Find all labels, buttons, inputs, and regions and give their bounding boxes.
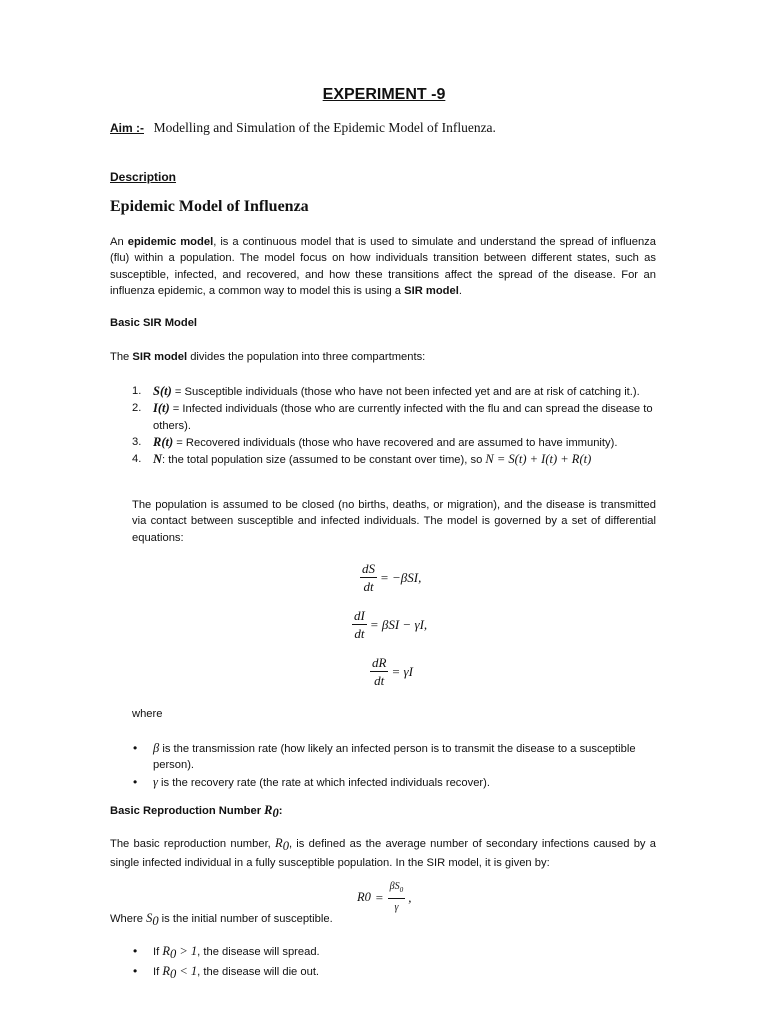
list-item: 3. R(t) = Recovered individuals (those who have recovered and are assumed to have immunity). — [132, 434, 618, 449]
aim-label: Aim :- — [110, 121, 144, 135]
list-item: • γ is the recovery rate (the rate at which infected individuals recover). — [133, 774, 490, 789]
aim-line — [110, 120, 496, 136]
list-item: • If $R_0 < 1$, the disease will die out. — [133, 963, 320, 981]
intro-paragraph: An epidemic model, is a continuous model that is used to simulate and understand the spread of influenza (flu) within a population. The model focus on how individuals transition between different states, such as susceptible, infected, and recovered, and how these transitions affect the spread of the disease. For an influenza epidemic, a common way to model this is using a SIR model. — [110, 236, 657, 297]
compartment-list — [132, 383, 662, 468]
where-label: where — [132, 708, 163, 720]
sir-intro-paragraph: The SIR model divides the population into three compartments: — [110, 351, 426, 363]
condition-list — [132, 943, 652, 982]
description-heading: Description — [110, 170, 177, 184]
closed-population-paragraph: The population is assumed to be closed (no births, deaths, or migration), and the disease is transmitted via contact between susceptible and infected individuals. The model is governed by a set of differential equations: — [132, 499, 656, 544]
r0-paragraph: The basic reproduction number, $R_0$, is defined as the average number of secondary infections caused by a single infected individual in a fully susceptible population. In the SIR model, it is given by: — [110, 836, 656, 869]
page-title: EXPERIMENT -9 — [322, 86, 446, 103]
bullet-icon: • — [133, 963, 138, 978]
bullet-icon: • — [133, 741, 138, 755]
equation-di: $\frac{dI}{dt}$ = βSI − γI, — [354, 608, 428, 641]
section-title: Epidemic Model of Influenza — [110, 198, 309, 215]
where-s0-line: Where $S_0$ is the initial number of susceptible. — [110, 911, 333, 929]
basic-sir-heading: Basic SIR Model — [110, 317, 198, 329]
list-item: 2. I(t) = Infected individuals (those who are currently infected with the flu and can spread the disease to others). — [132, 401, 653, 432]
equation-dr: $\frac{dR}{dt}$ = γI — [372, 655, 413, 688]
bullet-icon: • — [133, 774, 138, 789]
bullet-icon: • — [133, 944, 138, 958]
equation-ds: $\frac{dS}{dt}$ = −βSI, — [362, 561, 422, 594]
list-item: 1. S(t) = Susceptible individuals (those who have not been infected yet and are at risk of catching it.). — [132, 384, 640, 398]
r0-heading: Basic Reproduction Number $R_0$: — [110, 803, 283, 821]
r0-formula: R 0 = $\frac{\beta S_0}{\gamma}$ , — [357, 881, 412, 913]
list-item: 4. N: the total population size (assumed to be constant over time), so N = S(t) + I(t) + R(t) — [132, 452, 592, 467]
list-item: • If $R_0 > 1$, the disease will spread. — [133, 944, 320, 962]
parameter-list — [132, 740, 652, 791]
aim-text: Modelling and Simulation of the Epidemic Model of Influenza. — [153, 120, 496, 135]
list-item: • β is the transmission rate (how likely an infected person is to transmit the disease to a susceptible person). — [133, 741, 636, 772]
